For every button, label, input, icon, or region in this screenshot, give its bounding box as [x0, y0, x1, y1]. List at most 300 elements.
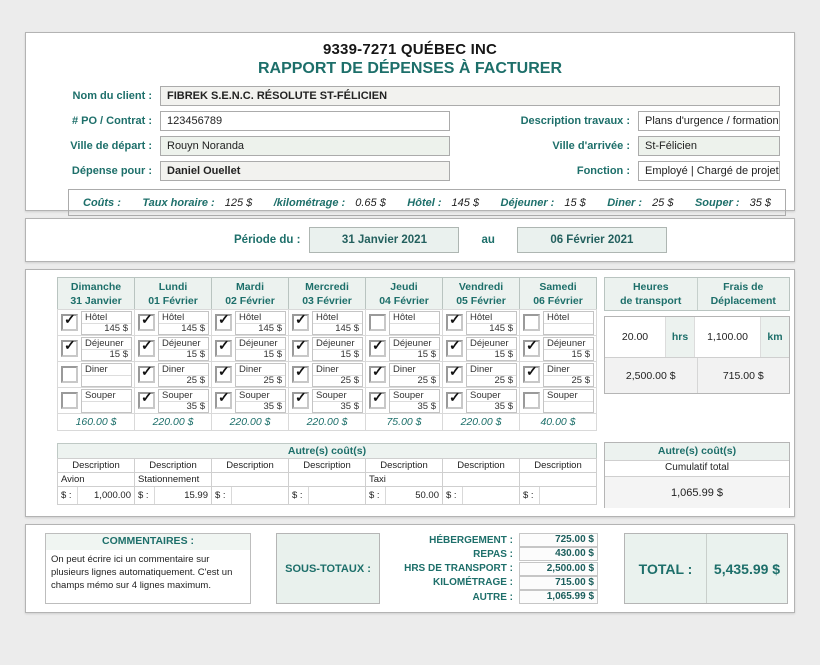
amount-field[interactable] — [462, 487, 519, 504]
expense-item-label: Souper — [393, 389, 424, 401]
subtotal-label: HÉBERGEMENT : — [429, 534, 513, 546]
expense-item-cell — [134, 387, 212, 414]
day-header — [519, 277, 597, 310]
description-field[interactable]: Avion — [57, 472, 135, 487]
expense-item-cell — [519, 387, 597, 414]
expense-checkbox[interactable] — [292, 392, 309, 409]
expense-item-label: Diner — [162, 363, 185, 375]
currency-label: $ : — [138, 490, 149, 501]
day-items — [134, 309, 212, 414]
other-cost-column — [442, 459, 520, 505]
day-name: Samedi — [539, 281, 577, 293]
expense-item-box — [235, 311, 286, 335]
expense-item-label: Souper — [239, 389, 270, 401]
expense-item-label: Diner — [393, 363, 416, 375]
amount-field[interactable]: 15.99 — [154, 487, 211, 504]
expense-checkbox[interactable] — [523, 366, 540, 383]
expense-item-amount — [390, 323, 439, 334]
expense-item-label: Hôtel — [162, 311, 185, 323]
expense-checkbox[interactable] — [138, 366, 155, 383]
expense-checkbox[interactable] — [215, 366, 232, 383]
day-name: Jeudi — [390, 281, 418, 293]
day-items — [365, 309, 443, 414]
currency-label: $ : — [369, 490, 380, 501]
expense-item-box — [466, 311, 517, 335]
other-cost-column — [365, 459, 443, 505]
report-header-panel — [25, 32, 795, 211]
amount-cell — [211, 486, 289, 505]
expense-item-box — [312, 311, 363, 335]
other-cost-column — [57, 459, 135, 505]
description-field[interactable] — [519, 472, 597, 487]
cumulative-total-label: Cumulatif total — [605, 461, 789, 477]
day-column — [57, 277, 135, 431]
day-column — [442, 277, 520, 431]
description-header: Description — [519, 458, 597, 473]
expense-checkbox[interactable] — [446, 340, 463, 357]
expense-item-amount: 25 $ — [313, 375, 362, 386]
expense-checkbox[interactable] — [446, 366, 463, 383]
description-field[interactable]: Taxi — [365, 472, 443, 487]
other-cost-column — [211, 459, 289, 505]
expense-item-label: Souper — [316, 389, 347, 401]
expense-item-cell — [134, 335, 212, 362]
subtotal-row — [386, 547, 598, 561]
expense-checkbox[interactable] — [61, 340, 78, 357]
subtotal-row — [386, 590, 598, 604]
expense-item-box — [466, 363, 517, 387]
subtotal-value: 715.00 $ — [519, 576, 598, 590]
expense-item-box — [543, 337, 594, 361]
description-header: Description — [365, 458, 443, 473]
expense-checkbox[interactable] — [138, 392, 155, 409]
period-to-field[interactable]: 06 Février 2021 — [517, 227, 667, 253]
expense-item-box — [158, 337, 209, 361]
subtotal-label: REPAS : — [473, 548, 513, 560]
total-value: 5,435.99 $ — [713, 560, 781, 577]
rate-label: Diner : — [607, 196, 643, 209]
expense-item-amount: 15 $ — [236, 349, 285, 360]
day-name: Lundi — [158, 281, 188, 293]
expense-item-cell — [211, 335, 289, 362]
rate-value: 15 $ — [564, 196, 586, 209]
expense-item-box — [235, 389, 286, 413]
rate-pair — [695, 197, 771, 209]
subtotal-rows — [386, 533, 598, 604]
subtotal-label: AUTRE : — [472, 591, 513, 603]
expense-item-box — [81, 311, 132, 335]
expense-item-cell — [519, 361, 597, 388]
expense-item-label: Hôtel — [316, 311, 339, 323]
other-costs-summary-title: Autre(s) coût(s) — [605, 443, 789, 461]
expense-item-box — [312, 337, 363, 361]
expense-checkbox[interactable] — [138, 314, 155, 331]
expense-item-box — [389, 337, 440, 361]
expense-item-amount: 25 $ — [390, 375, 439, 386]
expense-checkbox[interactable] — [523, 314, 540, 331]
currency-label: $ : — [446, 490, 457, 501]
rate-label: /kilométrage : — [273, 196, 346, 209]
expense-item-label: Déjeuner — [85, 337, 124, 349]
day-date: 06 Février — [533, 295, 583, 307]
currency-label: $ : — [523, 490, 534, 501]
rate-value: 0.65 $ — [355, 196, 386, 209]
description-field[interactable]: Stationnement — [134, 472, 212, 487]
expense-item-box — [81, 363, 132, 387]
expense-item-cell — [288, 361, 366, 388]
totals-panel — [25, 524, 795, 613]
expense-checkbox[interactable] — [369, 366, 386, 383]
expense-item-label: Hôtel — [547, 311, 570, 323]
day-total: 220.00 $ — [288, 413, 366, 431]
expense-checkbox[interactable] — [61, 392, 78, 409]
day-date: 03 Février — [302, 295, 352, 307]
expense-item-label: Déjeuner — [547, 337, 586, 349]
day-column — [134, 277, 212, 431]
expense-item-cell — [365, 335, 443, 362]
expense-item-amount: 145 $ — [467, 323, 516, 334]
transport-fees-header: Frais de Déplacement — [697, 278, 790, 310]
expense-item-box — [466, 389, 517, 413]
transport-values — [604, 316, 790, 394]
expense-item-cell — [519, 309, 597, 336]
description-field[interactable] — [288, 472, 366, 487]
other-costs-title: Autre(s) coût(s) — [57, 443, 597, 459]
expense-item-box — [389, 363, 440, 387]
rate-label: Taux horaire : — [142, 196, 215, 209]
amount-field[interactable] — [539, 487, 596, 504]
expense-item-cell — [57, 335, 135, 362]
expense-item-amount: 35 $ — [159, 401, 208, 412]
rates-strip — [68, 189, 786, 216]
expense-item-amount: 15 $ — [544, 349, 593, 360]
day-items — [288, 309, 366, 414]
expense-checkbox[interactable] — [369, 340, 386, 357]
day-column — [365, 277, 443, 431]
expense-item-label: Hôtel — [239, 311, 262, 323]
day-total: 220.00 $ — [211, 413, 289, 431]
arrival-city-label: Ville d'arrivée : — [552, 139, 630, 152]
comments-box — [45, 533, 251, 604]
day-header — [365, 277, 443, 310]
expense-item-label: Hôtel — [393, 311, 416, 323]
company-title: 9339-7271 QUÉBEC INC — [322, 41, 498, 58]
po-contract-field[interactable]: 123456789 — [160, 111, 450, 131]
day-header — [442, 277, 520, 310]
day-column — [519, 277, 597, 431]
expense-item-amount — [544, 323, 593, 334]
expense-item-box — [312, 389, 363, 413]
expense-item-amount: 15 $ — [467, 349, 516, 360]
period-to-word: au — [481, 234, 495, 246]
work-description-label: Description travaux : — [520, 114, 630, 127]
rate-label: Hôtel : — [407, 196, 442, 209]
currency-label: $ : — [61, 490, 72, 501]
subtotal-row — [386, 576, 598, 590]
day-total: 220.00 $ — [442, 413, 520, 431]
cumulative-total-value: 1,065.99 $ — [605, 477, 789, 508]
expense-item-label: Souper — [85, 389, 116, 401]
expense-checkbox[interactable] — [138, 340, 155, 357]
expense-item-cell — [57, 309, 135, 336]
work-description-field[interactable]: Plans d'urgence / formation — [638, 111, 780, 131]
day-date: 31 Janvier — [70, 295, 122, 307]
day-column — [288, 277, 366, 431]
amount-cell — [134, 486, 212, 505]
rate-value: 125 $ — [224, 196, 253, 209]
subtotal-value: 1,065.99 $ — [519, 590, 598, 604]
day-total: 40.00 $ — [519, 413, 597, 431]
expense-item-box — [389, 311, 440, 335]
day-name: Mardi — [235, 281, 264, 293]
amount-cell — [365, 486, 443, 505]
comments-text-field[interactable]: On peut écrire ici un commentaire sur plusieurs lignes automatiquement. C'est un champs mémo sur 4 lignes maximum. — [51, 554, 233, 591]
rate-pair — [501, 197, 586, 209]
function-field[interactable]: Employé | Chargé de projet — [638, 161, 780, 181]
expense-item-cell — [288, 309, 366, 336]
subtotal-value: 430.00 $ — [519, 547, 598, 561]
expense-item-amount: 15 $ — [159, 349, 208, 360]
day-header — [134, 277, 212, 310]
day-total: 160.00 $ — [57, 413, 135, 431]
expense-item-cell — [442, 335, 520, 362]
client-fields — [26, 83, 794, 183]
expense-item-box — [543, 389, 594, 413]
expense-item-amount: 145 $ — [82, 323, 131, 334]
expense-item-box — [235, 337, 286, 361]
day-header — [211, 277, 289, 310]
expense-item-cell — [442, 387, 520, 414]
amount-cell — [288, 486, 366, 505]
expense-item-cell — [442, 309, 520, 336]
day-items — [519, 309, 597, 414]
expense-item-label: Souper — [162, 389, 193, 401]
expense-item-amount: 15 $ — [390, 349, 439, 360]
rate-label: Souper : — [694, 196, 740, 209]
expense-item-cell — [134, 361, 212, 388]
expense-item-amount: 35 $ — [313, 401, 362, 412]
function-label: Fonction : — [576, 164, 630, 177]
expense-item-label: Déjeuner — [393, 337, 432, 349]
rates-title: Coûts : — [83, 196, 121, 209]
departure-city-field[interactable]: Rouyn Noranda — [160, 136, 450, 156]
expense-item-amount: 25 $ — [467, 375, 516, 386]
other-cost-column — [288, 459, 366, 505]
expense-item-box — [158, 311, 209, 335]
expense-item-box — [81, 337, 132, 361]
day-header — [288, 277, 366, 310]
expense-item-label: Diner — [316, 363, 339, 375]
description-header: Description — [134, 458, 212, 473]
expense-item-amount: 15 $ — [82, 349, 131, 360]
day-date: 02 Février — [225, 295, 275, 307]
expense-item-box — [389, 389, 440, 413]
expense-item-amount: 145 $ — [159, 323, 208, 334]
rate-value: 145 $ — [451, 196, 480, 209]
description-header: Description — [288, 458, 366, 473]
expense-item-label: Souper — [547, 389, 578, 401]
expense-item-cell — [211, 309, 289, 336]
expense-item-label: Hôtel — [85, 311, 108, 323]
expense-item-box — [543, 363, 594, 387]
day-date: 01 Février — [148, 295, 198, 307]
expense-item-label: Diner — [547, 363, 570, 375]
expense-checkbox[interactable] — [215, 340, 232, 357]
expense-item-cell — [442, 361, 520, 388]
rate-pair — [142, 197, 252, 209]
currency-label: $ : — [292, 490, 303, 501]
day-total: 220.00 $ — [134, 413, 212, 431]
po-contract-label: # PO / Contrat : — [71, 114, 152, 127]
expense-item-label: Déjeuner — [162, 337, 201, 349]
rate-value: 25 $ — [652, 196, 674, 209]
day-grid — [57, 277, 597, 431]
period-panel — [25, 218, 795, 262]
expense-checkbox[interactable] — [292, 314, 309, 331]
period-from-field[interactable]: 31 Janvier 2021 — [309, 227, 459, 253]
total-label: TOTAL : — [625, 534, 707, 603]
rate-label: Déjeuner : — [500, 196, 555, 209]
expense-item-box — [158, 389, 209, 413]
other-cost-column — [519, 459, 597, 505]
arrival-city-field[interactable]: St-Félicien — [638, 136, 780, 156]
client-name-field[interactable]: FIBREK S.E.N.C. RÉSOLUTE ST-FÉLICIEN — [160, 86, 780, 106]
expense-item-amount: 25 $ — [544, 375, 593, 386]
description-field[interactable] — [211, 472, 289, 487]
expense-item-cell — [365, 361, 443, 388]
description-header: Description — [442, 458, 520, 473]
day-column — [211, 277, 289, 431]
transport-header — [604, 277, 790, 311]
expense-item-cell — [288, 387, 366, 414]
expense-item-box — [158, 363, 209, 387]
rate-pair — [407, 197, 479, 209]
expense-item-label: Déjeuner — [470, 337, 509, 349]
kilometrage-total: 715.00 $ — [697, 358, 790, 393]
day-name: Mercredi — [305, 281, 349, 293]
expense-item-amount — [82, 401, 131, 412]
week-expenses-panel — [25, 269, 795, 517]
expense-item-cell — [57, 387, 135, 414]
rate-pair — [607, 197, 673, 209]
expense-item-amount — [82, 375, 131, 386]
expense-checkbox[interactable] — [446, 314, 463, 331]
amount-cell — [519, 486, 597, 505]
expense-item-amount: 145 $ — [313, 323, 362, 334]
day-total: 75.00 $ — [365, 413, 443, 431]
transport-hours-header: Heures de transport — [620, 281, 682, 307]
other-cost-column — [134, 459, 212, 505]
description-field[interactable] — [442, 472, 520, 487]
expense-checkbox[interactable] — [215, 314, 232, 331]
expense-item-amount: 25 $ — [159, 375, 208, 386]
day-header — [57, 277, 135, 310]
subtotals-box-label: SOUS-TOTAUX : — [276, 533, 380, 604]
expense-checkbox[interactable] — [523, 392, 540, 409]
expense-checkbox[interactable] — [215, 392, 232, 409]
expense-item-amount: 35 $ — [390, 401, 439, 412]
amount-field[interactable] — [231, 487, 288, 504]
amount-field[interactable] — [308, 487, 365, 504]
subtotal-row — [386, 562, 598, 576]
expense-item-amount — [544, 401, 593, 412]
expense-for-label: Dépense pour : — [71, 164, 152, 177]
expense-item-cell — [519, 335, 597, 362]
subtotal-value: 725.00 $ — [519, 533, 598, 547]
expense-item-box — [543, 311, 594, 335]
day-name: Dimanche — [70, 281, 122, 293]
expense-item-label: Diner — [470, 363, 493, 375]
expense-item-cell — [365, 387, 443, 414]
other-costs-table — [57, 443, 597, 505]
expense-for-field[interactable]: Daniel Ouellet — [160, 161, 450, 181]
expense-item-label: Diner — [239, 363, 262, 375]
expense-item-box — [235, 363, 286, 387]
other-costs-summary-box — [604, 442, 790, 508]
transport-summary — [604, 277, 790, 394]
expense-item-label: Diner — [85, 363, 108, 375]
expense-item-label: Hôtel — [470, 311, 493, 323]
amount-cell — [442, 486, 520, 505]
description-header: Description — [211, 458, 289, 473]
subtotal-row — [386, 533, 598, 547]
expense-item-cell — [134, 309, 212, 336]
amount-field[interactable]: 1,000.00 — [77, 487, 134, 504]
expense-checkbox[interactable] — [61, 314, 78, 331]
rate-value: 35 $ — [749, 196, 771, 209]
expense-item-cell — [365, 309, 443, 336]
amount-cell — [57, 486, 135, 505]
expense-item-box — [81, 389, 132, 413]
expense-checkbox[interactable] — [369, 392, 386, 409]
km-unit-label: km — [760, 317, 789, 357]
day-items — [57, 309, 135, 414]
rate-pair — [274, 197, 386, 209]
expense-checkbox[interactable] — [292, 340, 309, 357]
expense-checkbox[interactable] — [292, 366, 309, 383]
subtotal-value: 2,500.00 $ — [519, 562, 598, 576]
expense-item-amount: 25 $ — [236, 375, 285, 386]
expense-item-label: Déjeuner — [239, 337, 278, 349]
expense-checkbox[interactable] — [446, 392, 463, 409]
expense-checkbox[interactable] — [523, 340, 540, 357]
subtotal-label: HRS DE TRANSPORT : — [404, 563, 513, 574]
client-name-label: Nom du client : — [72, 89, 152, 102]
hours-unit-label: hrs — [665, 317, 694, 357]
expense-checkbox[interactable] — [369, 314, 386, 331]
report-title: RAPPORT DE DÉPENSES À FACTURER — [257, 60, 563, 77]
kilometers-field[interactable]: 1,100.00 — [694, 317, 760, 357]
day-name: Vendredi — [458, 281, 504, 293]
expense-item-cell — [288, 335, 366, 362]
expense-item-box — [312, 363, 363, 387]
expense-item-box — [466, 337, 517, 361]
expense-item-amount: 145 $ — [236, 323, 285, 334]
description-header: Description — [57, 458, 135, 473]
comments-title: COMMENTAIRES : — [46, 534, 250, 550]
transport-hours-field[interactable]: 20.00 — [605, 317, 665, 357]
expense-item-amount: 15 $ — [313, 349, 362, 360]
amount-field[interactable]: 50.00 — [385, 487, 442, 504]
period-label: Période du : — [234, 234, 301, 246]
transport-hours-total: 2,500.00 $ — [625, 369, 676, 382]
titles — [26, 33, 794, 78]
total-box — [624, 533, 788, 604]
subtotal-label: KILOMÉTRAGE : — [433, 577, 513, 589]
expense-item-amount: 35 $ — [467, 401, 516, 412]
expense-item-label: Souper — [470, 389, 501, 401]
expense-checkbox[interactable] — [61, 366, 78, 383]
